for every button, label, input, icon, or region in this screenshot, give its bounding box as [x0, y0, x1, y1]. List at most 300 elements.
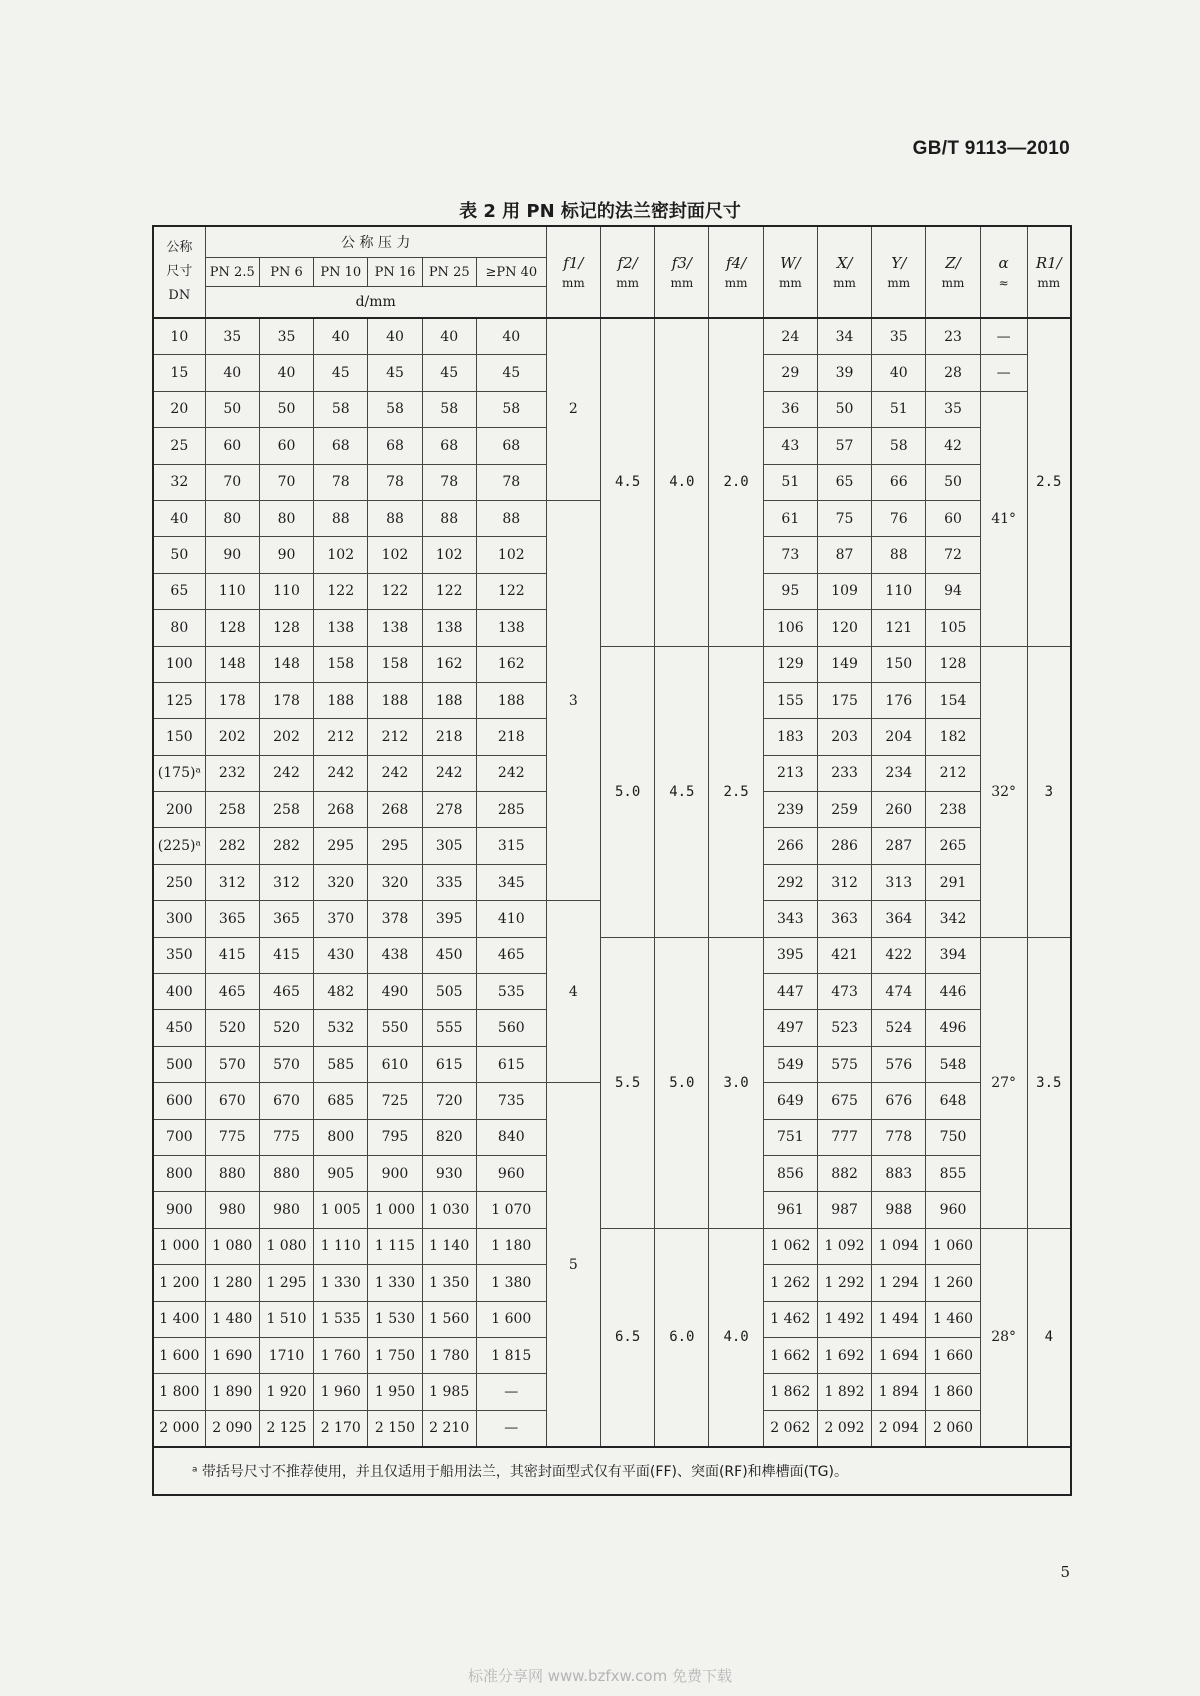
cell-dn: (175)ᵃ — [153, 755, 205, 791]
cell-dn: 100 — [153, 646, 205, 682]
cell-dn: 80 — [153, 610, 205, 646]
cell-d: 78 — [476, 464, 546, 500]
cell-d: 58 — [476, 391, 546, 427]
footer-watermark: 标准分享网 www.bzfxw.com 免费下载 — [468, 1667, 732, 1685]
cell-d: 1 535 — [314, 1301, 368, 1337]
cell-y: 234 — [872, 755, 926, 791]
cell-alpha: — — [980, 318, 1027, 355]
cell-z: 446 — [926, 974, 980, 1010]
cell-y: 51 — [872, 391, 926, 427]
cell-d: 102 — [368, 537, 422, 573]
cell-d: 102 — [314, 537, 368, 573]
cell-d: 138 — [476, 610, 546, 646]
cell-d: 88 — [314, 500, 368, 536]
cell-d: 1 750 — [368, 1337, 422, 1373]
cell-z: 1 860 — [926, 1374, 980, 1410]
cell-y: 287 — [872, 828, 926, 864]
cell-d: 102 — [422, 537, 476, 573]
cell-x: 39 — [817, 355, 871, 391]
cell-dn: 1 200 — [153, 1265, 205, 1301]
cell-x: 2 092 — [817, 1410, 871, 1447]
cell-d: 320 — [314, 864, 368, 900]
cell-d: 720 — [422, 1083, 476, 1119]
cell-alpha: 27° — [980, 937, 1027, 1228]
cell-d: 775 — [205, 1119, 259, 1155]
cell-d: 1 080 — [259, 1228, 313, 1264]
cell-d: 110 — [205, 573, 259, 609]
cell-y: 150 — [872, 646, 926, 682]
cell-w: 447 — [763, 974, 817, 1010]
cell-dn: 1 600 — [153, 1337, 205, 1373]
cell-x: 523 — [817, 1010, 871, 1046]
cell-dn: 65 — [153, 573, 205, 609]
cell-d: 218 — [422, 719, 476, 755]
cell-d: 88 — [422, 500, 476, 536]
cell-x: 363 — [817, 901, 871, 937]
cell-x: 575 — [817, 1046, 871, 1082]
cell-z: 291 — [926, 864, 980, 900]
cell-d: 122 — [314, 573, 368, 609]
cell-x: 1 692 — [817, 1337, 871, 1373]
cell-d: 1 070 — [476, 1192, 546, 1228]
cell-d: 148 — [205, 646, 259, 682]
cell-w: 1 862 — [763, 1374, 817, 1410]
cell-d: 268 — [368, 792, 422, 828]
cell-d: 735 — [476, 1083, 546, 1119]
cell-z: 94 — [926, 573, 980, 609]
cell-r1: 2.5 — [1027, 318, 1071, 646]
cell-d: 278 — [422, 792, 476, 828]
cell-z: 960 — [926, 1192, 980, 1228]
cell-d: 585 — [314, 1046, 368, 1082]
cell-w: 106 — [763, 610, 817, 646]
standard-code: GB/T 9113—2010 — [912, 138, 1070, 159]
cell-w: 95 — [763, 573, 817, 609]
cell-dn: 1 000 — [153, 1228, 205, 1264]
cell-y: 778 — [872, 1119, 926, 1155]
cell-d: 40 — [368, 318, 422, 355]
cell-d: 242 — [314, 755, 368, 791]
cell-w: 549 — [763, 1046, 817, 1082]
cell-d: 45 — [368, 355, 422, 391]
cell-d: 68 — [314, 428, 368, 464]
cell-d: 70 — [205, 464, 259, 500]
header-r1: R1/ mm — [1027, 226, 1071, 318]
cell-d: 60 — [259, 428, 313, 464]
cell-d: — — [476, 1410, 546, 1447]
cell-w: 61 — [763, 500, 817, 536]
cell-d: — — [476, 1374, 546, 1410]
cell-dn: 300 — [153, 901, 205, 937]
cell-f3: 4.5 — [655, 646, 709, 937]
cell-d: 50 — [259, 391, 313, 427]
cell-dn: 32 — [153, 464, 205, 500]
cell-d: 45 — [422, 355, 476, 391]
cell-f4: 4.0 — [709, 1228, 763, 1447]
cell-r1: 3.5 — [1027, 937, 1071, 1228]
cell-dn: (225)ᵃ — [153, 828, 205, 864]
cell-d: 212 — [314, 719, 368, 755]
cell-x: 65 — [817, 464, 871, 500]
cell-z: 265 — [926, 828, 980, 864]
cell-x: 50 — [817, 391, 871, 427]
cell-d: 615 — [422, 1046, 476, 1082]
cell-z: 35 — [926, 391, 980, 427]
cell-y: 76 — [872, 500, 926, 536]
cell-z: 496 — [926, 1010, 980, 1046]
cell-d: 1 180 — [476, 1228, 546, 1264]
cell-d: 138 — [368, 610, 422, 646]
cell-d: 1 510 — [259, 1301, 313, 1337]
cell-z: 182 — [926, 719, 980, 755]
header-f4: f4/ mm — [709, 226, 763, 318]
cell-d: 1 920 — [259, 1374, 313, 1410]
cell-d: 520 — [205, 1010, 259, 1046]
cell-y: 422 — [872, 937, 926, 973]
cell-x: 1 892 — [817, 1374, 871, 1410]
cell-d: 1 815 — [476, 1337, 546, 1373]
cell-dn: 500 — [153, 1046, 205, 1082]
cell-w: 183 — [763, 719, 817, 755]
cell-w: 395 — [763, 937, 817, 973]
cell-d: 315 — [476, 828, 546, 864]
cell-d: 775 — [259, 1119, 313, 1155]
cell-d: 78 — [422, 464, 476, 500]
cell-d: 88 — [368, 500, 422, 536]
cell-d: 40 — [422, 318, 476, 355]
cell-d: 570 — [259, 1046, 313, 1082]
cell-d: 312 — [259, 864, 313, 900]
cell-y: 1 494 — [872, 1301, 926, 1337]
cell-w: 43 — [763, 428, 817, 464]
cell-z: 154 — [926, 682, 980, 718]
flange-dimension-table — [152, 225, 1072, 1496]
cell-z: 1 660 — [926, 1337, 980, 1373]
cell-d: 138 — [422, 610, 476, 646]
cell-alpha: 28° — [980, 1228, 1027, 1447]
cell-dn: 450 — [153, 1010, 205, 1046]
cell-w: 961 — [763, 1192, 817, 1228]
table-row — [153, 1228, 1071, 1264]
cell-d: 40 — [476, 318, 546, 355]
cell-d: 60 — [205, 428, 259, 464]
cell-d: 880 — [259, 1155, 313, 1191]
table-row — [153, 937, 1071, 973]
cell-y: 1 694 — [872, 1337, 926, 1373]
header-y: Y/ mm — [872, 226, 926, 318]
cell-w: 129 — [763, 646, 817, 682]
cell-d: 295 — [368, 828, 422, 864]
header-alpha: α ≈ — [980, 226, 1027, 318]
cell-d: 430 — [314, 937, 368, 973]
cell-w: 36 — [763, 391, 817, 427]
cell-x: 120 — [817, 610, 871, 646]
cell-d: 378 — [368, 901, 422, 937]
cell-d: 188 — [368, 682, 422, 718]
cell-y: 1 294 — [872, 1265, 926, 1301]
cell-d: 570 — [205, 1046, 259, 1082]
cell-f2: 5.0 — [601, 646, 655, 937]
cell-y: 121 — [872, 610, 926, 646]
cell-dn: 400 — [153, 974, 205, 1010]
cell-d: 218 — [476, 719, 546, 755]
cell-dn: 900 — [153, 1192, 205, 1228]
cell-d: 610 — [368, 1046, 422, 1082]
cell-f3: 6.0 — [655, 1228, 709, 1447]
cell-y: 66 — [872, 464, 926, 500]
cell-dn: 700 — [153, 1119, 205, 1155]
cell-alpha: 32° — [980, 646, 1027, 937]
cell-dn: 800 — [153, 1155, 205, 1191]
header-pressure-group: 公 称 压 力 — [205, 226, 546, 258]
cell-y: 176 — [872, 682, 926, 718]
cell-d: 410 — [476, 901, 546, 937]
cell-d: 1 030 — [422, 1192, 476, 1228]
cell-d: 365 — [205, 901, 259, 937]
cell-d: 162 — [422, 646, 476, 682]
cell-dn: 125 — [153, 682, 205, 718]
table-title: 表 2 用 PN 标记的法兰密封面尺寸 — [459, 201, 741, 222]
cell-d: 90 — [259, 537, 313, 573]
cell-d: 78 — [368, 464, 422, 500]
cell-z: 1 260 — [926, 1265, 980, 1301]
cell-d: 2 170 — [314, 1410, 368, 1447]
cell-f4: 2.5 — [709, 646, 763, 937]
cell-d: 1 960 — [314, 1374, 368, 1410]
cell-d: 122 — [368, 573, 422, 609]
cell-d: 258 — [259, 792, 313, 828]
cell-d: 820 — [422, 1119, 476, 1155]
cell-f3: 5.0 — [655, 937, 709, 1228]
cell-d: 1 350 — [422, 1265, 476, 1301]
cell-w: 1 462 — [763, 1301, 817, 1337]
header-d-unit: d/mm — [205, 287, 546, 319]
cell-z: 750 — [926, 1119, 980, 1155]
header-z: Z/ mm — [926, 226, 980, 318]
cell-x: 675 — [817, 1083, 871, 1119]
cell-d: 670 — [205, 1083, 259, 1119]
cell-d: 840 — [476, 1119, 546, 1155]
cell-d: 202 — [205, 719, 259, 755]
cell-x: 109 — [817, 573, 871, 609]
cell-d: 535 — [476, 974, 546, 1010]
cell-x: 987 — [817, 1192, 871, 1228]
cell-x: 777 — [817, 1119, 871, 1155]
cell-dn: 600 — [153, 1083, 205, 1119]
header-pn25: PN 25 — [422, 258, 476, 287]
cell-dn: 40 — [153, 500, 205, 536]
cell-y: 204 — [872, 719, 926, 755]
cell-d: 960 — [476, 1155, 546, 1191]
cell-r1: 3 — [1027, 646, 1071, 937]
cell-d: 980 — [205, 1192, 259, 1228]
cell-d: 1 080 — [205, 1228, 259, 1264]
cell-d: 178 — [205, 682, 259, 718]
cell-d: 2 125 — [259, 1410, 313, 1447]
cell-w: 155 — [763, 682, 817, 718]
cell-w: 751 — [763, 1119, 817, 1155]
cell-y: 524 — [872, 1010, 926, 1046]
cell-d: 465 — [259, 974, 313, 1010]
cell-f1: 5 — [546, 1083, 600, 1447]
cell-f4: 2.0 — [709, 318, 763, 646]
cell-z: 238 — [926, 792, 980, 828]
cell-d: 188 — [422, 682, 476, 718]
cell-d: 242 — [422, 755, 476, 791]
cell-d: 370 — [314, 901, 368, 937]
cell-d: 1 000 — [368, 1192, 422, 1228]
cell-x: 259 — [817, 792, 871, 828]
cell-w: 266 — [763, 828, 817, 864]
header-f1: f1/ mm — [546, 226, 600, 318]
cell-d: 345 — [476, 864, 546, 900]
cell-d: 905 — [314, 1155, 368, 1191]
cell-dn: 50 — [153, 537, 205, 573]
header-f2: f2/ mm — [601, 226, 655, 318]
header-pn16: PN 16 — [368, 258, 422, 287]
cell-z: 105 — [926, 610, 980, 646]
cell-d: 365 — [259, 901, 313, 937]
cell-f1: 3 — [546, 500, 600, 900]
cell-d: 1 115 — [368, 1228, 422, 1264]
cell-d: 188 — [314, 682, 368, 718]
cell-d: 128 — [259, 610, 313, 646]
cell-dn: 1 800 — [153, 1374, 205, 1410]
cell-d: 482 — [314, 974, 368, 1010]
cell-d: 465 — [476, 937, 546, 973]
cell-dn: 250 — [153, 864, 205, 900]
cell-d: 295 — [314, 828, 368, 864]
page-number: 5 — [1060, 1563, 1070, 1581]
cell-y: 474 — [872, 974, 926, 1010]
cell-d: 162 — [476, 646, 546, 682]
cell-d: 1 760 — [314, 1337, 368, 1373]
cell-d: 285 — [476, 792, 546, 828]
cell-d: 212 — [368, 719, 422, 755]
cell-w: 29 — [763, 355, 817, 391]
cell-y: 988 — [872, 1192, 926, 1228]
cell-d: 45 — [314, 355, 368, 391]
cell-d: 78 — [314, 464, 368, 500]
header-f3: f3/ mm — [655, 226, 709, 318]
cell-d: 35 — [259, 318, 313, 355]
cell-w: 1 262 — [763, 1265, 817, 1301]
cell-r1: 4 — [1027, 1228, 1071, 1447]
cell-d: 900 — [368, 1155, 422, 1191]
cell-x: 57 — [817, 428, 871, 464]
cell-x: 203 — [817, 719, 871, 755]
cell-x: 75 — [817, 500, 871, 536]
cell-d: 110 — [259, 573, 313, 609]
cell-d: 532 — [314, 1010, 368, 1046]
cell-y: 35 — [872, 318, 926, 355]
cell-d: 1 140 — [422, 1228, 476, 1264]
cell-d: 68 — [368, 428, 422, 464]
header-x: X/ mm — [817, 226, 871, 318]
cell-z: 2 060 — [926, 1410, 980, 1447]
cell-d: 415 — [205, 937, 259, 973]
cell-dn: 25 — [153, 428, 205, 464]
cell-y: 676 — [872, 1083, 926, 1119]
cell-d: 58 — [368, 391, 422, 427]
cell-d: 2 090 — [205, 1410, 259, 1447]
cell-d: 1710 — [259, 1337, 313, 1373]
cell-d: 930 — [422, 1155, 476, 1191]
cell-d: 90 — [205, 537, 259, 573]
cell-d: 465 — [205, 974, 259, 1010]
cell-d: 268 — [314, 792, 368, 828]
cell-d: 2 150 — [368, 1410, 422, 1447]
cell-z: 128 — [926, 646, 980, 682]
cell-d: 1 690 — [205, 1337, 259, 1373]
cell-d: 122 — [422, 573, 476, 609]
cell-d: 305 — [422, 828, 476, 864]
cell-z: 648 — [926, 1083, 980, 1119]
cell-d: 1 295 — [259, 1265, 313, 1301]
cell-d: 232 — [205, 755, 259, 791]
cell-x: 34 — [817, 318, 871, 355]
cell-d: 560 — [476, 1010, 546, 1046]
cell-x: 87 — [817, 537, 871, 573]
cell-f1: 2 — [546, 318, 600, 500]
cell-dn: 10 — [153, 318, 205, 355]
cell-w: 343 — [763, 901, 817, 937]
cell-d: 158 — [368, 646, 422, 682]
cell-d: 615 — [476, 1046, 546, 1082]
cell-y: 883 — [872, 1155, 926, 1191]
cell-d: 80 — [205, 500, 259, 536]
cell-d: 202 — [259, 719, 313, 755]
cell-w: 856 — [763, 1155, 817, 1191]
cell-d: 1 110 — [314, 1228, 368, 1264]
cell-d: 880 — [205, 1155, 259, 1191]
header-pn6: PN 6 — [259, 258, 313, 287]
cell-d: 520 — [259, 1010, 313, 1046]
cell-w: 292 — [763, 864, 817, 900]
cell-d: 148 — [259, 646, 313, 682]
cell-d: 1 330 — [368, 1265, 422, 1301]
cell-y: 1 894 — [872, 1374, 926, 1410]
cell-d: 1 985 — [422, 1374, 476, 1410]
header-pn2-5: PN 2.5 — [205, 258, 259, 287]
cell-y: 58 — [872, 428, 926, 464]
cell-dn: 2 000 — [153, 1410, 205, 1447]
cell-d: 1 890 — [205, 1374, 259, 1410]
cell-z: 855 — [926, 1155, 980, 1191]
cell-d: 1 560 — [422, 1301, 476, 1337]
cell-w: 24 — [763, 318, 817, 355]
cell-x: 149 — [817, 646, 871, 682]
cell-w: 213 — [763, 755, 817, 791]
cell-z: 42 — [926, 428, 980, 464]
cell-d: 40 — [205, 355, 259, 391]
cell-d: 40 — [259, 355, 313, 391]
cell-d: 438 — [368, 937, 422, 973]
cell-d: 670 — [259, 1083, 313, 1119]
cell-w: 2 062 — [763, 1410, 817, 1447]
cell-d: 45 — [476, 355, 546, 391]
cell-x: 473 — [817, 974, 871, 1010]
cell-y: 110 — [872, 573, 926, 609]
cell-x: 1 092 — [817, 1228, 871, 1264]
cell-d: 312 — [205, 864, 259, 900]
cell-d: 158 — [314, 646, 368, 682]
cell-x: 1 492 — [817, 1301, 871, 1337]
cell-w: 1 662 — [763, 1337, 817, 1373]
cell-dn: 15 — [153, 355, 205, 391]
cell-d: 128 — [205, 610, 259, 646]
cell-d: 58 — [422, 391, 476, 427]
